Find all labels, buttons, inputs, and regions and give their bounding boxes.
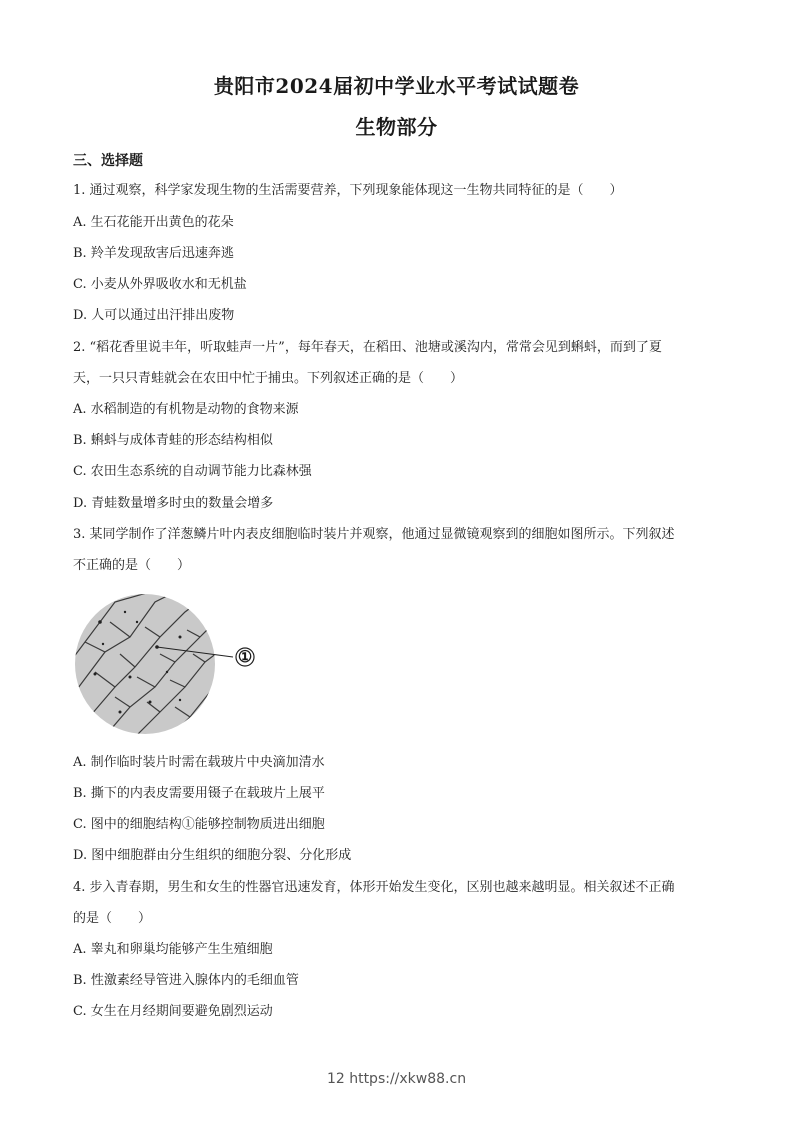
option-c: C. 小麦从外界吸收水和无机盐 (73, 277, 247, 292)
figure-label-1: ① (237, 647, 253, 666)
option-c: C. 农田生态系统的自动调节能力比森林强 (73, 464, 312, 479)
page-footer: 12 https://xkw88.cn (326, 1071, 467, 1087)
option-c: C. 图中的细胞结构①能够控制物质进出细胞 (73, 817, 325, 832)
section-heading: 三、选择题 (73, 153, 143, 169)
option-a: A. 生石花能开出黄色的花朵 (73, 215, 234, 230)
option-d: D. 青蛙数量增多时虫的数量会增多 (73, 496, 274, 511)
question-stem-cont: 的是（ ） (73, 911, 152, 926)
question-stem: 3. 某同学制作了洋葱鳞片叶内表皮细胞临时装片并观察，他通过显微镜观察到的细胞如图所示。下列叙述 (73, 527, 675, 542)
option-b: B. 蝌蚪与成体青蛙的形态结构相似 (73, 433, 273, 448)
question-stem: 1. 通过观察，科学家发现生物的生活需要营养，下列现象能体现这一生物共同特征的是（ ） (73, 183, 623, 198)
question-stem: 4. 步入青春期，男生和女生的性器官迅速发育，体形开始发生变化，区别也越来越明显。相关叙述不正确 (73, 880, 675, 895)
option-b: B. 撕下的内表皮需要用镊子在载玻片上展平 (73, 786, 325, 801)
question-stem-cont: 天，一只只青蛙就会在农田中忙于捕虫。下列叙述正确的是（ ） (73, 371, 464, 386)
page-subtitle: 生物部分 (355, 115, 438, 139)
micrograph-illustration (75, 592, 265, 742)
option-d: D. 人可以通过出汗排出废物 (73, 308, 235, 323)
option-a: A. 制作临时装片时需在载玻片中央滴加清水 (73, 755, 325, 770)
question-stem-cont: 不正确的是（ ） (73, 558, 191, 573)
option-b: B. 羚羊发现敌害后迅速奔逃 (73, 246, 234, 261)
option-b: B. 性激素经导管进入腺体内的毛细血管 (73, 973, 299, 988)
option-c: C. 女生在月经期间要避免剧烈运动 (73, 1004, 273, 1019)
option-a: A. 水稻制造的有机物是动物的食物来源 (73, 402, 299, 417)
option-d: D. 图中细胞群由分生组织的细胞分裂、分化形成 (73, 848, 352, 863)
onion-cell-micrograph (75, 592, 265, 742)
option-a: A. 睾丸和卵巢均能够产生生殖细胞 (73, 942, 273, 957)
page-title: 贵阳市2024届初中学业水平考试试题卷 (213, 74, 580, 98)
question-stem: 2. “稻花香里说丰年，听取蛙声一片”，每年春天，在稻田、池塘或溪沟内，常常会见到蝌蚪，而到了夏 (73, 340, 662, 355)
